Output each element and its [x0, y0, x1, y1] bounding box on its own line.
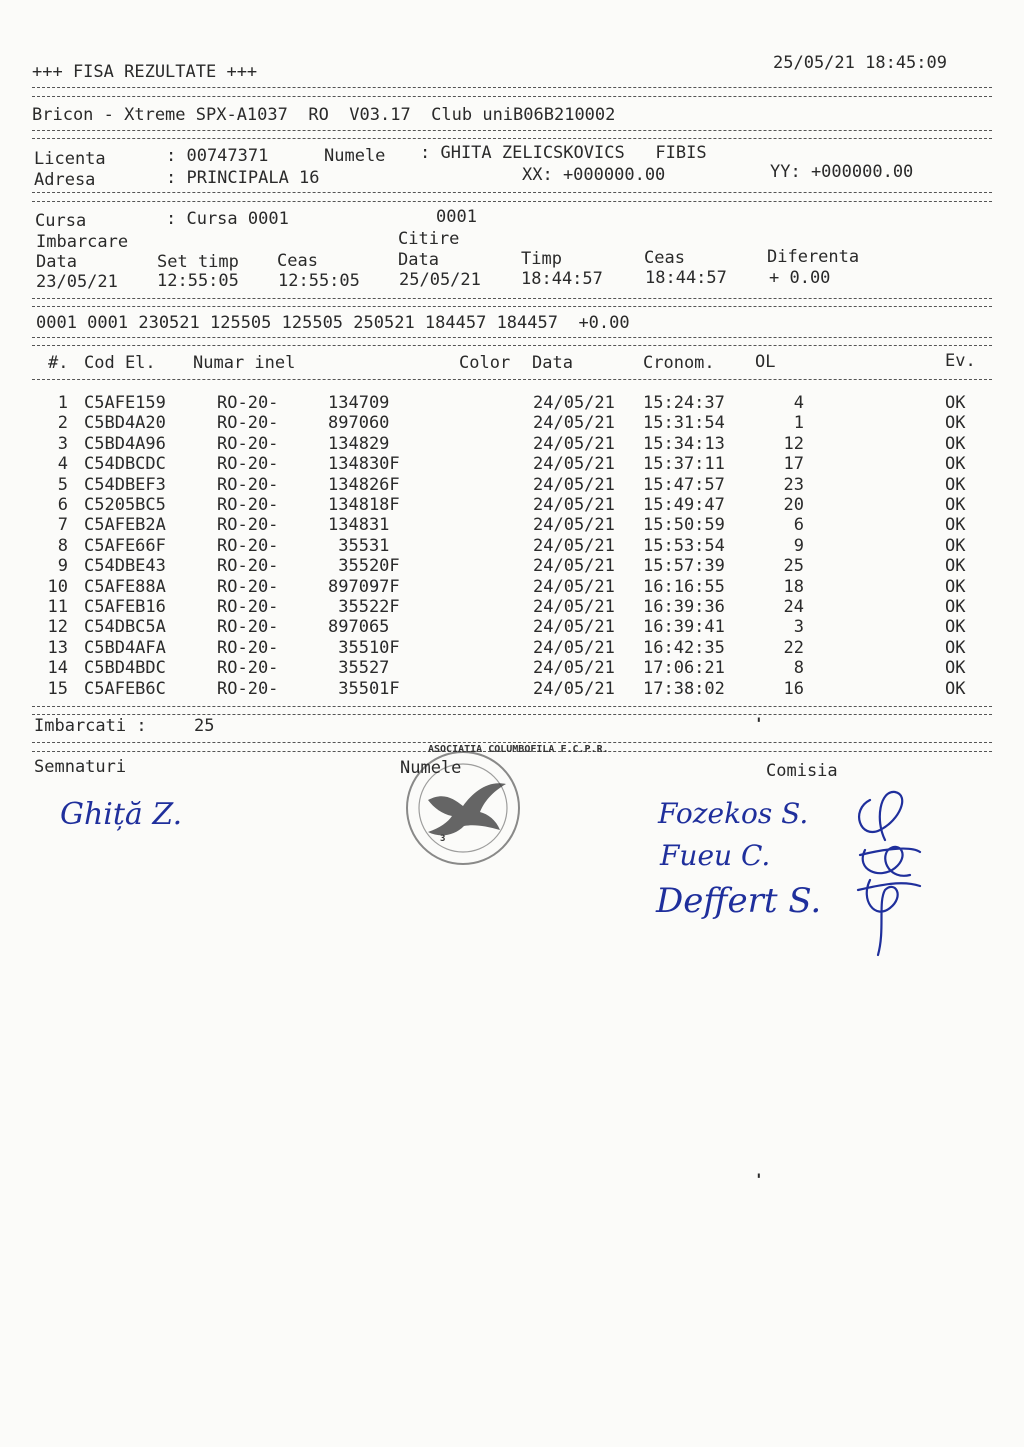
- cell-ring-prefix: RO-20-: [217, 658, 279, 679]
- citire-label: Citire: [398, 229, 460, 249]
- semnaturi-label: Semnaturi: [34, 757, 127, 777]
- cell-nr: 9: [57, 556, 68, 577]
- col-header-cronom: Cronom.: [643, 353, 715, 373]
- cell-data: 24/05/21: [533, 576, 615, 597]
- ink-speck: ': [754, 1170, 764, 1189]
- cell-ring-number: 897065: [328, 617, 390, 638]
- cell-ring-prefix: RO-20-: [217, 454, 279, 475]
- table-row: [0, 474, 1024, 497]
- table-row: [0, 395, 1024, 415]
- cell-ring-prefix: RO-20-: [217, 617, 279, 638]
- cell-cronom: 16:39:41: [643, 617, 725, 638]
- comisia-label: Comisia: [766, 761, 838, 781]
- numele-label: Numele: [324, 146, 386, 166]
- cell-nr: 12: [47, 617, 68, 638]
- commission-signature-3: Deffert S.: [656, 881, 822, 921]
- cell-cronom: 15:47:57: [643, 474, 725, 495]
- cell-data: 24/05/21: [533, 474, 615, 495]
- cell-ev: OK: [945, 454, 966, 475]
- cell-cod: C54DBE43: [84, 556, 166, 577]
- commission-signature-2: Fueu C.: [660, 839, 771, 872]
- divider: [32, 138, 992, 139]
- owner-signature: Ghiță Z.: [60, 797, 183, 832]
- cell-data: 24/05/21: [533, 535, 615, 556]
- ceas-label: Ceas: [277, 251, 318, 271]
- divider: [32, 714, 992, 715]
- citire-ceas-value: 18:44:57: [645, 268, 727, 288]
- table-row: [0, 637, 1024, 660]
- divider: [32, 96, 992, 97]
- cell-ring-prefix: RO-20-: [217, 393, 279, 413]
- cell-ol: 12: [783, 433, 804, 454]
- data-value: 23/05/21: [36, 272, 118, 292]
- diferenta-label: Diferenta: [767, 247, 860, 267]
- cell-ring-number: 35531: [328, 535, 390, 556]
- citire-ceas-label: Ceas: [644, 248, 685, 268]
- cursa-label: Cursa: [35, 211, 87, 231]
- col-header-cod: Cod El.: [84, 353, 156, 373]
- cursa-code: 0001: [436, 207, 477, 227]
- cell-ol: 8: [793, 658, 804, 679]
- divider: [32, 192, 992, 193]
- cell-data: 24/05/21: [533, 637, 615, 658]
- cell-nr: 8: [57, 535, 68, 556]
- col-header-ol: OL: [755, 352, 776, 372]
- cell-ev: OK: [945, 393, 966, 413]
- cell-ev: OK: [945, 535, 966, 556]
- cell-cod: C5BD4BDC: [84, 658, 166, 679]
- data-label: Data: [36, 252, 77, 272]
- imbarcati-value: 25: [194, 716, 215, 736]
- cell-data: 24/05/21: [533, 617, 615, 638]
- cell-cod: C54DBC5A: [84, 617, 166, 638]
- cell-nr: 2: [57, 413, 68, 434]
- cell-ol: 6: [793, 515, 804, 536]
- table-row: [0, 660, 1024, 680]
- cell-ev: OK: [945, 637, 966, 658]
- cell-nr: 6: [57, 495, 68, 515]
- xx-value: XX: +000000.00: [522, 165, 666, 185]
- cell-ring-number: 134826F: [328, 474, 400, 495]
- cell-data: 24/05/21: [533, 495, 615, 515]
- cell-ol: 25: [783, 556, 804, 577]
- cell-nr: 14: [47, 658, 68, 679]
- citire-data-label: Data: [398, 250, 439, 270]
- report-title: +++ FISA REZULTATE +++: [32, 62, 258, 82]
- cell-data: 24/05/21: [533, 678, 615, 699]
- commission-signature-1: Fozekos S.: [658, 797, 809, 830]
- cell-ring-prefix: RO-20-: [217, 474, 279, 495]
- cell-ol: 4: [793, 393, 804, 413]
- adresa-label: Adresa: [34, 170, 96, 190]
- cell-data: 24/05/21: [533, 515, 615, 536]
- licenta-value: : 00747371: [166, 146, 269, 166]
- cell-nr: 7: [57, 515, 68, 536]
- cell-ring-prefix: RO-20-: [217, 637, 279, 658]
- cell-ol: 17: [783, 454, 804, 475]
- numele-footer-label: Numele: [400, 758, 462, 778]
- cell-cronom: 16:39:36: [643, 597, 725, 617]
- signature-scribble-icon: [840, 780, 930, 960]
- cell-ring-number: 134818F: [328, 495, 400, 515]
- cell-ring-prefix: RO-20-: [217, 597, 279, 617]
- cell-cod: C5AFEB16: [84, 597, 166, 617]
- adresa-value: : PRINCIPALA 16: [166, 168, 320, 188]
- col-header-nr: #.: [48, 353, 69, 373]
- licenta-label: Licenta: [34, 149, 106, 169]
- cell-ring-prefix: RO-20-: [217, 576, 279, 597]
- col-header-inel: Numar inel: [193, 353, 296, 373]
- cell-ol: 24: [783, 597, 804, 617]
- cell-data: 24/05/21: [533, 658, 615, 679]
- cell-cod: C54DBCDC: [84, 454, 166, 475]
- col-header-color: Color: [459, 353, 511, 373]
- cell-cronom: 15:34:13: [643, 433, 725, 454]
- cell-ev: OK: [945, 433, 966, 454]
- summary-line: 0001 0001 230521 125505 125505 250521 184457 184457 +0.00: [36, 313, 630, 333]
- cell-ol: 18: [783, 576, 804, 597]
- cell-ring-number: 134829: [328, 433, 390, 454]
- cell-cronom: 17:38:02: [643, 678, 725, 699]
- report-timestamp: 25/05/21 18:45:09: [773, 53, 947, 73]
- divider: [32, 337, 992, 338]
- stamp-text: ASOCIATIA COLUMBOFILA F.C.P.R.: [428, 744, 609, 755]
- table-row: [0, 558, 1024, 578]
- table-row: [0, 535, 1024, 558]
- table-row: [0, 456, 1024, 476]
- cell-ring-number: 35527: [328, 658, 390, 679]
- cell-ring-prefix: RO-20-: [217, 535, 279, 556]
- cell-nr: 11: [47, 597, 68, 617]
- cell-ev: OK: [945, 515, 966, 536]
- cell-cod: C54DBEF3: [84, 474, 166, 495]
- table-row: [0, 599, 1024, 619]
- ink-speck: ': [754, 714, 764, 733]
- cell-cronom: 16:42:35: [643, 637, 725, 658]
- numele-value: : GHITA ZELICSKOVICS FIBIS: [420, 143, 707, 163]
- cell-ring-number: 35520F: [328, 556, 400, 577]
- cell-nr: 5: [57, 474, 68, 495]
- set-timp-label: Set timp: [157, 252, 239, 272]
- cell-ring-number: 134830F: [328, 454, 400, 475]
- cell-ol: 3: [793, 617, 804, 638]
- divider: [32, 87, 992, 88]
- cell-nr: 1: [57, 393, 68, 413]
- timp-label: Timp: [521, 249, 562, 269]
- cell-cronom: 15:49:47: [643, 495, 725, 515]
- timp-value: 18:44:57: [521, 269, 603, 289]
- cell-ring-number: 134709: [328, 393, 390, 413]
- cell-ring-prefix: RO-20-: [217, 495, 279, 515]
- cell-cod: C5BD4A20: [84, 413, 166, 434]
- divider: [32, 379, 992, 380]
- cell-ev: OK: [945, 556, 966, 577]
- cell-cod: C5205BC5: [84, 495, 166, 515]
- cell-nr: 4: [57, 454, 68, 475]
- cell-ev: OK: [945, 495, 966, 515]
- cell-ev: OK: [945, 617, 966, 638]
- table-row: [0, 433, 1024, 456]
- divider: [32, 345, 992, 346]
- cell-nr: 13: [47, 637, 68, 658]
- imbarcati-label: Imbarcati :: [34, 716, 147, 736]
- cell-data: 24/05/21: [533, 454, 615, 475]
- citire-data-value: 25/05/21: [399, 270, 481, 290]
- cell-ring-number: 35522F: [328, 597, 400, 617]
- col-header-data: Data: [532, 353, 573, 373]
- table-row: [0, 415, 1024, 435]
- cell-ol: 20: [783, 495, 804, 515]
- imbarcare-label: Imbarcare: [36, 232, 129, 252]
- cell-cronom: 15:31:54: [643, 413, 725, 434]
- diferenta-value: + 0.00: [769, 268, 831, 288]
- club-stamp-icon: [388, 740, 538, 870]
- cell-data: 24/05/21: [533, 597, 615, 617]
- cell-ev: OK: [945, 597, 966, 617]
- cell-cod: C5BD4A96: [84, 433, 166, 454]
- cell-cronom: 15:57:39: [643, 556, 725, 577]
- cell-data: 24/05/21: [533, 393, 615, 413]
- cell-nr: 3: [57, 433, 68, 454]
- cell-ol: 9: [793, 535, 804, 556]
- table-row: [0, 497, 1024, 517]
- cursa-value: : Cursa 0001: [166, 209, 289, 229]
- table-row: [0, 678, 1024, 701]
- col-header-ev: Ev.: [945, 351, 976, 371]
- cell-nr: 10: [47, 576, 68, 597]
- set-timp-value: 12:55:05: [157, 271, 239, 291]
- cell-ring-prefix: RO-20-: [217, 413, 279, 434]
- table-row: [0, 619, 1024, 639]
- ceas-value: 12:55:05: [278, 271, 360, 291]
- cell-cod: C5AFE88A: [84, 576, 166, 597]
- cell-ol: 1: [793, 413, 804, 434]
- stamp-number: 3: [440, 834, 446, 844]
- cell-ring-prefix: RO-20-: [217, 556, 279, 577]
- cell-cronom: 16:16:55: [643, 576, 725, 597]
- cell-ol: 23: [783, 474, 804, 495]
- table-row: [0, 517, 1024, 537]
- cell-data: 24/05/21: [533, 413, 615, 434]
- cell-cronom: 15:53:54: [643, 535, 725, 556]
- cell-ev: OK: [945, 413, 966, 434]
- cell-data: 24/05/21: [533, 556, 615, 577]
- table-row: [0, 576, 1024, 599]
- cell-ev: OK: [945, 658, 966, 679]
- divider: [32, 298, 992, 299]
- divider: [32, 706, 992, 707]
- cell-cronom: 15:24:37: [643, 393, 725, 413]
- cell-ring-prefix: RO-20-: [217, 433, 279, 454]
- cell-ring-number: 134831: [328, 515, 390, 536]
- yy-value: YY: +000000.00: [770, 162, 914, 182]
- cell-ring-prefix: RO-20-: [217, 515, 279, 536]
- cell-cronom: 15:37:11: [643, 454, 725, 475]
- cell-nr: 15: [47, 678, 68, 699]
- cell-cronom: 17:06:21: [643, 658, 725, 679]
- cell-ev: OK: [945, 576, 966, 597]
- divider: [32, 130, 992, 131]
- cell-cronom: 15:50:59: [643, 515, 725, 536]
- cell-ol: 16: [783, 678, 804, 699]
- cell-ev: OK: [945, 474, 966, 495]
- cell-cod: C5AFE159: [84, 393, 166, 413]
- cell-ring-number: 897060: [328, 413, 390, 434]
- cell-ring-number: 35510F: [328, 637, 400, 658]
- cell-ol: 22: [783, 637, 804, 658]
- cell-cod: C5AFEB2A: [84, 515, 166, 536]
- cell-ring-number: 35501F: [328, 678, 400, 699]
- cell-ev: OK: [945, 678, 966, 699]
- divider: [32, 306, 992, 307]
- cell-cod: C5AFE66F: [84, 535, 166, 556]
- device-line: Bricon - Xtreme SPX-A1037 RO V03.17 Club uniB06B210002: [32, 105, 616, 125]
- cell-cod: C5BD4AFA: [84, 637, 166, 658]
- cell-data: 24/05/21: [533, 433, 615, 454]
- cell-ring-prefix: RO-20-: [217, 678, 279, 699]
- divider: [32, 201, 992, 202]
- cell-cod: C5AFEB6C: [84, 678, 166, 699]
- cell-ring-number: 897097F: [328, 576, 400, 597]
